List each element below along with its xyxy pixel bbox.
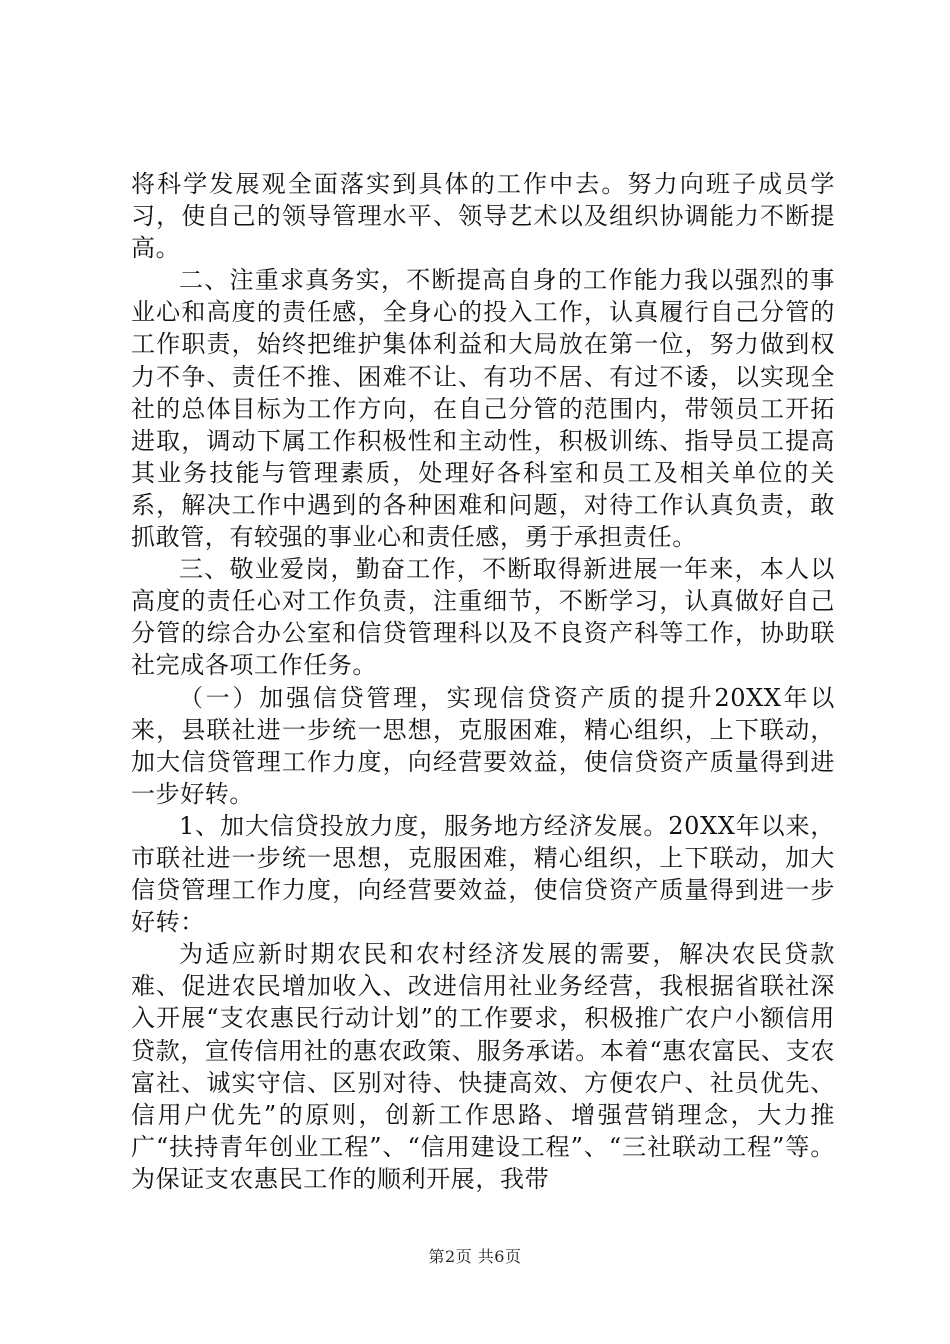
paragraph: （一）加强信贷管理，实现信贷资产质的提升20XX年以来，县联社进一步统一思想，克服困难，精心组织，上下联动，加大信贷管理工作力度，向经营要效益，使信贷资产质量得到进一步好转。 <box>131 683 835 808</box>
paragraph: 1、加大信贷投放力度，服务地方经济发展。20XX年以来，市联社进一步统一思想，克服困难，精心组织，上下联动，加大信贷管理工作力度，向经营要效益，使信贷资产质量得到进一步好转： <box>131 811 835 937</box>
paragraph: 二、注重求真务实，不断提高自身的工作能力我以强烈的事业心和高度的责任感，全身心的投入工作，认真履行自己分管的工作职责，始终把维护集体利益和大局放在第一位，努力做到权力不争、责任不推、困难不让、有功不居、有过不诿，以实现全社的总体目标为工作方向，在自己分管的范围内，带领员工开拓进取，调动下属工作积极性和主动性，积极训练、指导员工提高其业务技能与管理素质，处理好各科室和员工及相关单位的关系，解决工作中遇到的各种困难和问题，对待工作认真负责，敢抓敢管，有较强的事业心和责任感，勇于承担责任。 <box>131 266 835 552</box>
paragraph: 将科学发展观全面落实到具体的工作中去。努力向班子成员学习，使自己的领导管理水平、领导艺术以及组织协调能力不断提高。 <box>131 170 835 263</box>
page-number-footer: 第2页 共6页 <box>428 1247 522 1266</box>
paragraph: 为适应新时期农民和农村经济发展的需要，解决农民贷款难、促进农民增加收入、改进信用社业务经营，我根据省联社深入开展“支农惠民行动计划”的工作要求，积极推广农户小额信用贷款，宣传信用社的惠农政策、服务承诺。本着“惠农富民、支农富社、诚实守信、区别对待、快捷高效、方便农户、社员优先、信用户优先”的原则，创新工作思路、增强营销理念，大力推广“扶持青年创业工程”、“信用建设工程”、“三社联动工程”等。为保证支农惠民工作的顺利开展，我带 <box>131 940 835 1193</box>
paragraph: 三、敬业爱岗，勤奋工作，不断取得新进展一年来，本人以高度的责任心对工作负责，注重细节，不断学习，认真做好自己分管的综合办公室和信贷管理科以及不良资产科等工作，协助联社完成各项工作任务。 <box>131 555 835 680</box>
document-body <box>131 168 835 1195</box>
